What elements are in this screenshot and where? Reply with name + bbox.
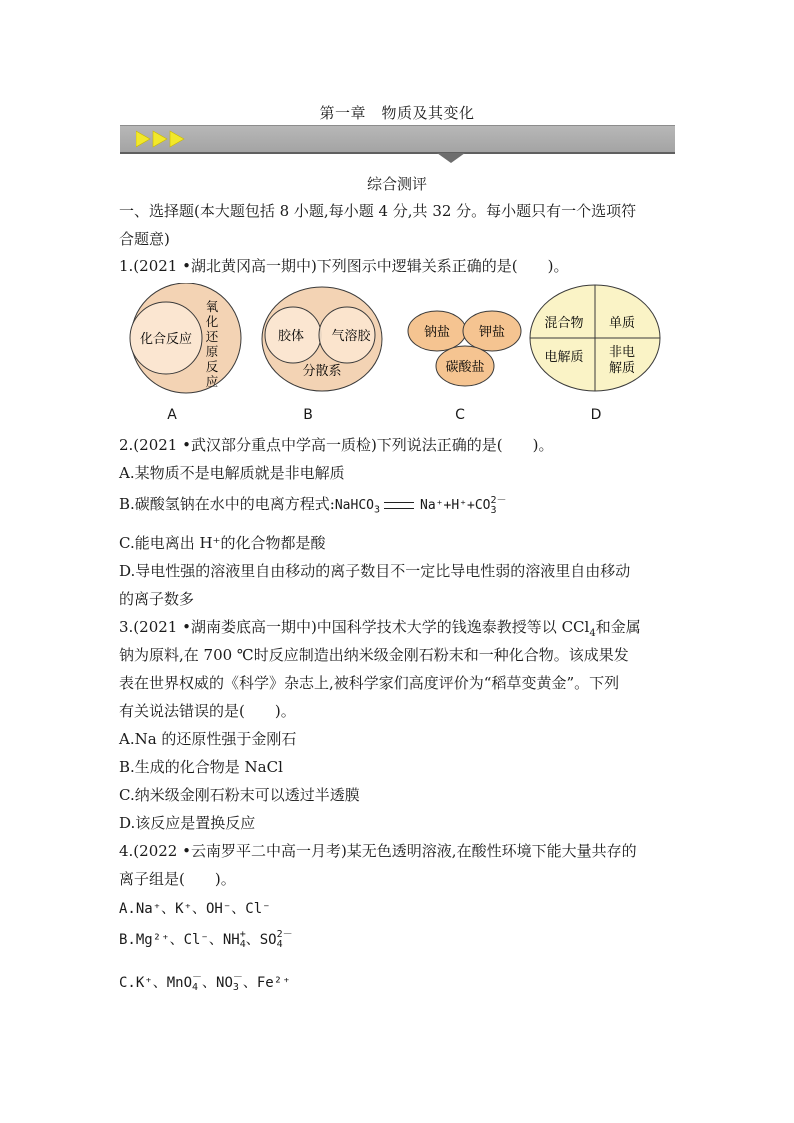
fig-d-top-right: 单质 [608, 316, 636, 331]
fig-c-label-2: 钾盐 [478, 325, 506, 340]
figure-c [408, 311, 521, 386]
fig-a-side-char-0: 氧 [205, 299, 219, 314]
figure-b [262, 287, 382, 391]
fig-a-side-char-5: 应 [205, 374, 219, 389]
q3-option-a: A.Na 的还原性强于金刚石 [119, 730, 297, 748]
q4-option-c: C.K⁺、MnO － 4 、NO － 3 、Fe²⁺ [119, 972, 291, 993]
q2-formula-right: Na⁺+H⁺+CO 2－ 3 [420, 494, 507, 516]
q2-formula-left: NaHCO$_3$ [334, 498, 381, 516]
figure-a [130, 283, 241, 393]
q3-option-b: B.生成的化合物是 NaCl [119, 758, 283, 776]
chapter-title: 第一章 物质及其变化 [319, 104, 475, 122]
triple-arrow-icon [136, 129, 192, 149]
q4-stem-line1: 4.(2022 •云南罗平二中高一月考)某无色透明溶液,在酸性环境下能大量共存的 [119, 842, 637, 860]
equals-sign-icon [384, 502, 414, 509]
q3-stem-line1: 3.(2021 •湖南娄底高一期中)中国科学技术大学的钱逸泰教授等以 CCl$_4$和金属 [119, 618, 641, 639]
fig-b-left-label: 胶体 [277, 329, 305, 344]
q2-option-b [119, 494, 507, 516]
section-title: 综合测评 [366, 175, 427, 193]
figure-d [530, 285, 660, 391]
q3-stem-line4: 有关说法错误的是( )。 [119, 702, 296, 720]
q3-stem-line3: 表在世界权威的《科学》杂志上,被科学家们高度评价为“稻草变黄金”。下列 [119, 674, 620, 692]
q2-option-b-text: B.碳酸氢钠在水中的电离方程式: [119, 495, 335, 513]
fig-a-side-char-3: 原 [205, 344, 219, 359]
q4-option-a: A.Na⁺、K⁺、OH⁻、Cl⁻ [119, 901, 271, 917]
fig-c-label-3: 碳酸盐 [445, 360, 485, 375]
part-heading-line2: 合题意) [119, 230, 170, 248]
q3-stem-line2: 钠为原料,在 700 ℃时反应制造出纳米级金刚石粉末和一种化合物。该成果发 [119, 646, 629, 664]
q3-option-d: D.该反应是置换反应 [119, 814, 256, 832]
q1-stem: 1.(2021 •湖北黄冈高一期中)下列图示中逻辑关系正确的是( )。 [119, 257, 569, 275]
part-heading-line1: 一、选择题(本大题包括 8 小题,每小题 4 分,共 32 分。每小题只有一个选项符 [119, 202, 637, 220]
q3-option-c: C.纳米级金刚石粉末可以透过半透膜 [119, 786, 360, 804]
fig-b-outer-label: 分散系 [302, 364, 342, 379]
fig-label-d: D [590, 407, 602, 423]
fig-c-label-1: 钠盐 [423, 325, 451, 340]
fig-d-bottom-left: 电解质 [544, 350, 584, 365]
q2-option-a: A.某物质不是电解质就是非电解质 [119, 464, 345, 482]
fig-a-side-char-4: 反 [205, 359, 219, 374]
fig-d-bottom-right-2: 解质 [608, 361, 636, 376]
fig-a-side-char-2: 还 [205, 329, 219, 344]
fig-label-a: A [167, 407, 177, 423]
q2-option-c: C.能电离出 H⁺的化合物都是酸 [119, 534, 326, 552]
fig-b-right-label: 气溶胶 [331, 329, 371, 344]
q4-option-b: B.Mg²⁺、Cl⁻、NH + 4 、SO 2－ 4 [119, 929, 293, 950]
q4-stem-line2: 离子组是( )。 [119, 870, 236, 888]
q2-stem: 2.(2021 •武汉部分重点中学高一质检)下列说法正确的是( )。 [119, 436, 554, 454]
chapter-banner [120, 125, 675, 154]
q2-option-d-line1: D.导电性强的溶液里自由移动的离子数目不一定比导电性弱的溶液里自由移动 [119, 562, 631, 580]
q2-option-d-line2: 的离子数多 [119, 590, 195, 608]
fig-a-inner-label: 化合反应 [139, 332, 193, 347]
fig-label-b: B [303, 407, 313, 423]
fig-label-c: C [455, 407, 465, 423]
banner-pointer-icon [437, 153, 465, 163]
fig-d-top-left: 混合物 [544, 316, 584, 331]
fig-d-bottom-right-1: 非电 [608, 345, 636, 360]
fig-a-side-char-1: 化 [205, 314, 219, 329]
